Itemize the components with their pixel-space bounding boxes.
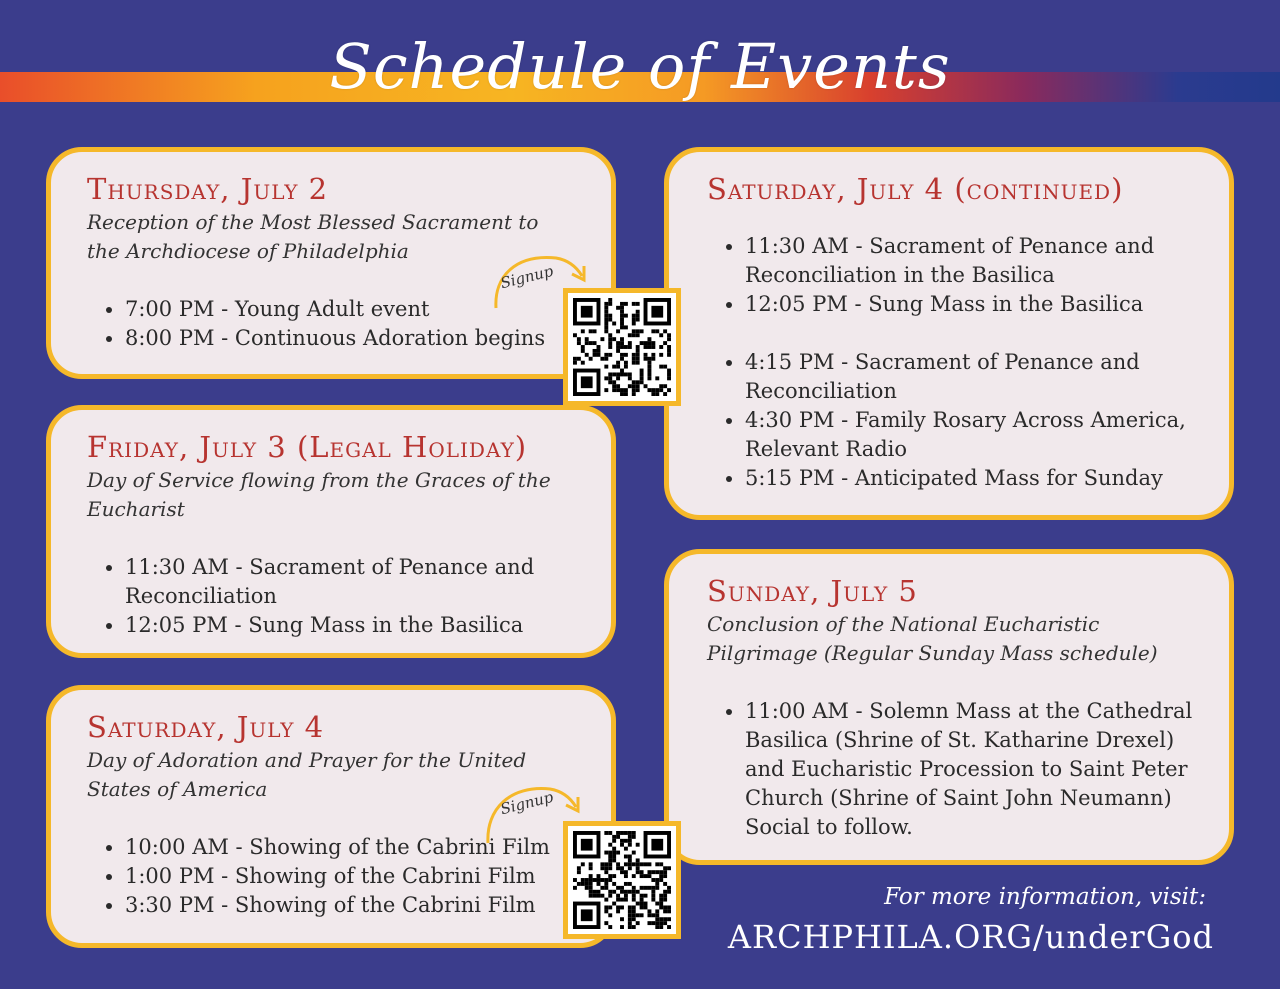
list-item: • 8:00 PM - Continuous Adoration begins <box>125 324 577 353</box>
card-subtitle: Reception of the Most Blessed Sacrament to the Archdiocese of Philadelphia <box>87 210 539 263</box>
footer-url-link[interactable]: ARCHPHILA.ORG/underGod <box>727 918 1214 956</box>
signup-label: Signup <box>498 261 555 293</box>
event-list <box>707 697 1195 842</box>
list-item: • 12:05 PM - Sung Mass in the Basilica <box>125 611 577 640</box>
list-item: • 11:00 AM - Solemn Mass at the Cathedral Basilica (Shrine of St. Katharine Drexel) and Eucharistic Procession to Saint Peter Church (Shrine of Saint John Neumann) Social to follow. <box>745 697 1195 842</box>
card-heading: Friday, July 3 (Legal Holiday) <box>87 430 528 464</box>
card-heading: Sunday, July 5 <box>707 574 918 608</box>
list-item: • 7:00 PM - Young Adult event <box>125 295 577 324</box>
qr-code-icon <box>573 298 671 396</box>
list-item: • 4:30 PM - Family Rosary Across America, Relevant Radio <box>745 406 1195 464</box>
card-subtitle: Day of Adoration and Prayer for the United States of America <box>87 748 527 801</box>
signup-label: Signup <box>498 787 555 819</box>
list-item: • 12:05 PM - Sung Mass in the Basilica <box>745 290 1195 319</box>
card-subtitle: Conclusion of the National Eucharistic Pilgrimage (Regular Sunday Mass schedule) <box>707 612 1158 665</box>
list-item: • 10:00 AM - Showing of the Cabrini Film <box>125 833 577 862</box>
list-item: • 4:15 PM - Sacrament of Penance and Reconciliation <box>745 348 1195 406</box>
card-heading: Saturday, July 4 <box>87 710 325 744</box>
card-subtitle: Day of Service flowing from the Graces of the Eucharist <box>87 468 551 521</box>
qr-code-thursday[interactable] <box>563 288 681 406</box>
event-list <box>87 553 577 640</box>
card-sunday <box>664 549 1234 865</box>
event-list <box>707 232 1195 319</box>
card-saturday-continued <box>664 147 1234 520</box>
page-title: Schedule of Events <box>329 30 951 103</box>
list-item: • 1:00 PM - Showing of the Cabrini Film <box>125 862 577 891</box>
event-list <box>707 348 1195 493</box>
list-item: • 11:30 AM - Sacrament of Penance and Reconciliation in the Basilica <box>745 232 1195 290</box>
qr-code-icon <box>573 831 671 929</box>
list-item: • 11:30 AM - Sacrament of Penance and Reconciliation <box>125 553 577 611</box>
qr-code-saturday[interactable] <box>563 821 681 939</box>
footer-info-label: For more information, visit: <box>884 884 1206 910</box>
card-heading: Saturday, July 4 (continued) <box>707 172 1124 206</box>
card-heading: Thursday, July 2 <box>87 172 329 206</box>
card-friday <box>46 405 616 658</box>
list-item: • 3:30 PM - Showing of the Cabrini Film <box>125 891 577 920</box>
list-item: • 5:15 PM - Anticipated Mass for Sunday <box>745 464 1195 493</box>
